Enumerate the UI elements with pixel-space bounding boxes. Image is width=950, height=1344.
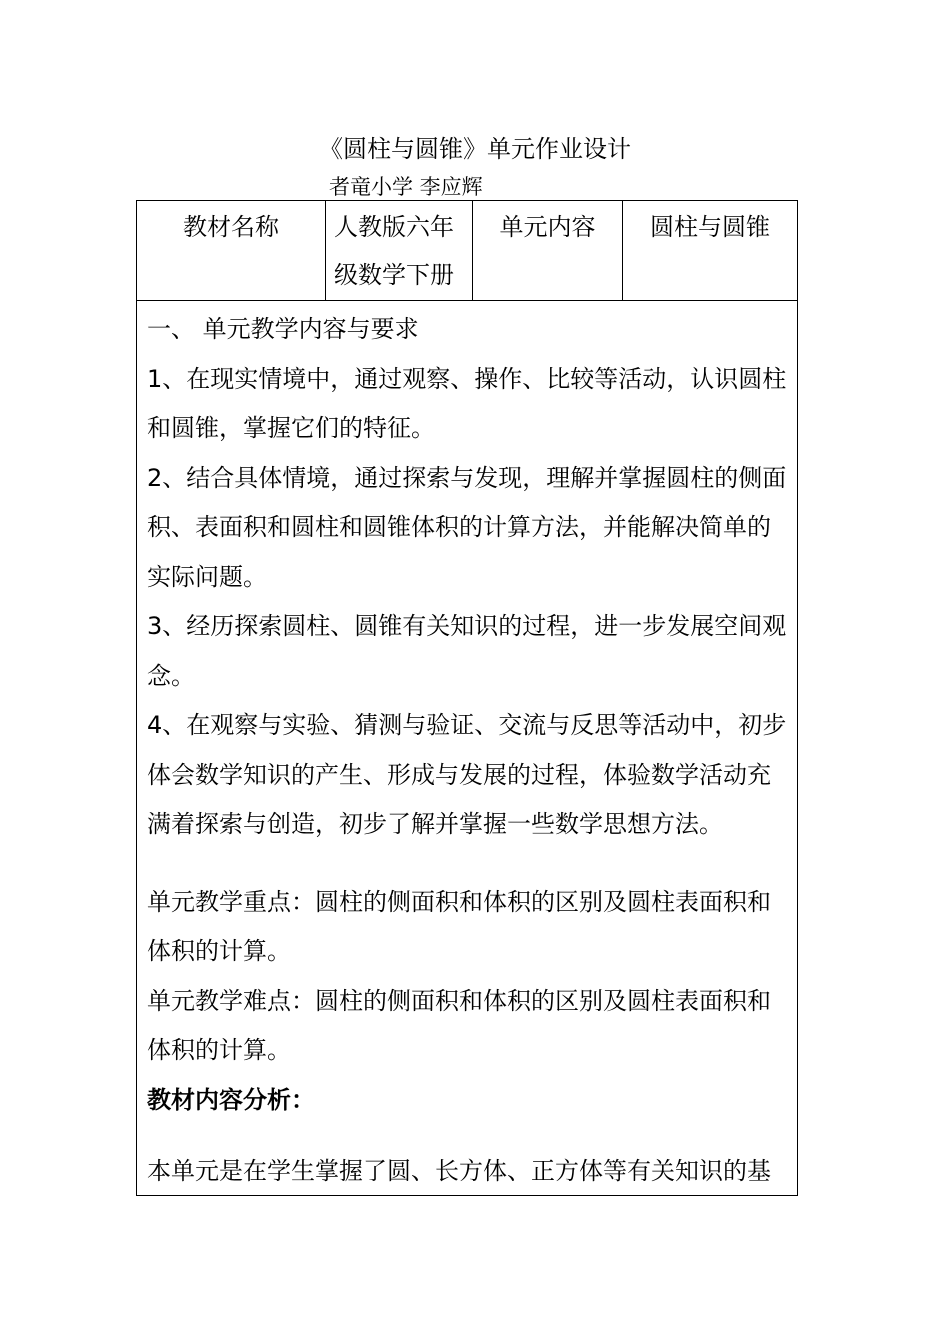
document-author: 者竜小学 李应辉 (329, 175, 483, 199)
analysis-heading: 教材内容分析： (147, 1085, 315, 1114)
table-header-row (137, 201, 797, 301)
spacer (147, 1125, 793, 1147)
requirement-item: 1、在现实情境中，通过观察、操作、比较等活动，认识圆柱和圆锥，掌握它们的特征。 (147, 364, 787, 442)
key-point: 单元教学重点：圆柱的侧面积和体积的区别及圆柱表面积和体积的计算。 (147, 887, 771, 965)
spacer (147, 850, 793, 878)
design-table (136, 200, 798, 1196)
document-title: 《圆柱与圆锥》单元作业设计 (319, 135, 631, 163)
table-body-cell (147, 305, 793, 1196)
section-heading: 一、 单元教学内容与要求 (147, 315, 419, 343)
requirement-item: 3、经历探索圆柱、圆锥有关知识的过程，进一步发展空间观念。 (147, 612, 787, 690)
textbook-name-value: 人教版六年级数学下册 (326, 201, 473, 300)
unit-content-label: 单元内容 (473, 201, 623, 300)
analysis-text: 本单元是在学生掌握了圆、长方体、正方体等有关知识的基 (147, 1157, 771, 1185)
requirement-item: 4、在观察与实验、猜测与验证、交流与反思等活动中，初步体会数学知识的产生、形成与发展的过程，体验数学活动充满着探索与创造，初步了解并掌握一些数学思想方法。 (147, 711, 787, 838)
textbook-name-label: 教材名称 (137, 201, 326, 300)
difficult-point: 单元教学难点：圆柱的侧面积和体积的区别及圆柱表面积和体积的计算。 (147, 986, 771, 1064)
requirement-item: 2、结合具体情境，通过探索与发现，理解并掌握圆柱的侧面积、表面积和圆柱和圆锥体积的计算方法，并能解决简单的实际问题。 (147, 463, 787, 591)
unit-content-value: 圆柱与圆锥 (650, 213, 770, 241)
